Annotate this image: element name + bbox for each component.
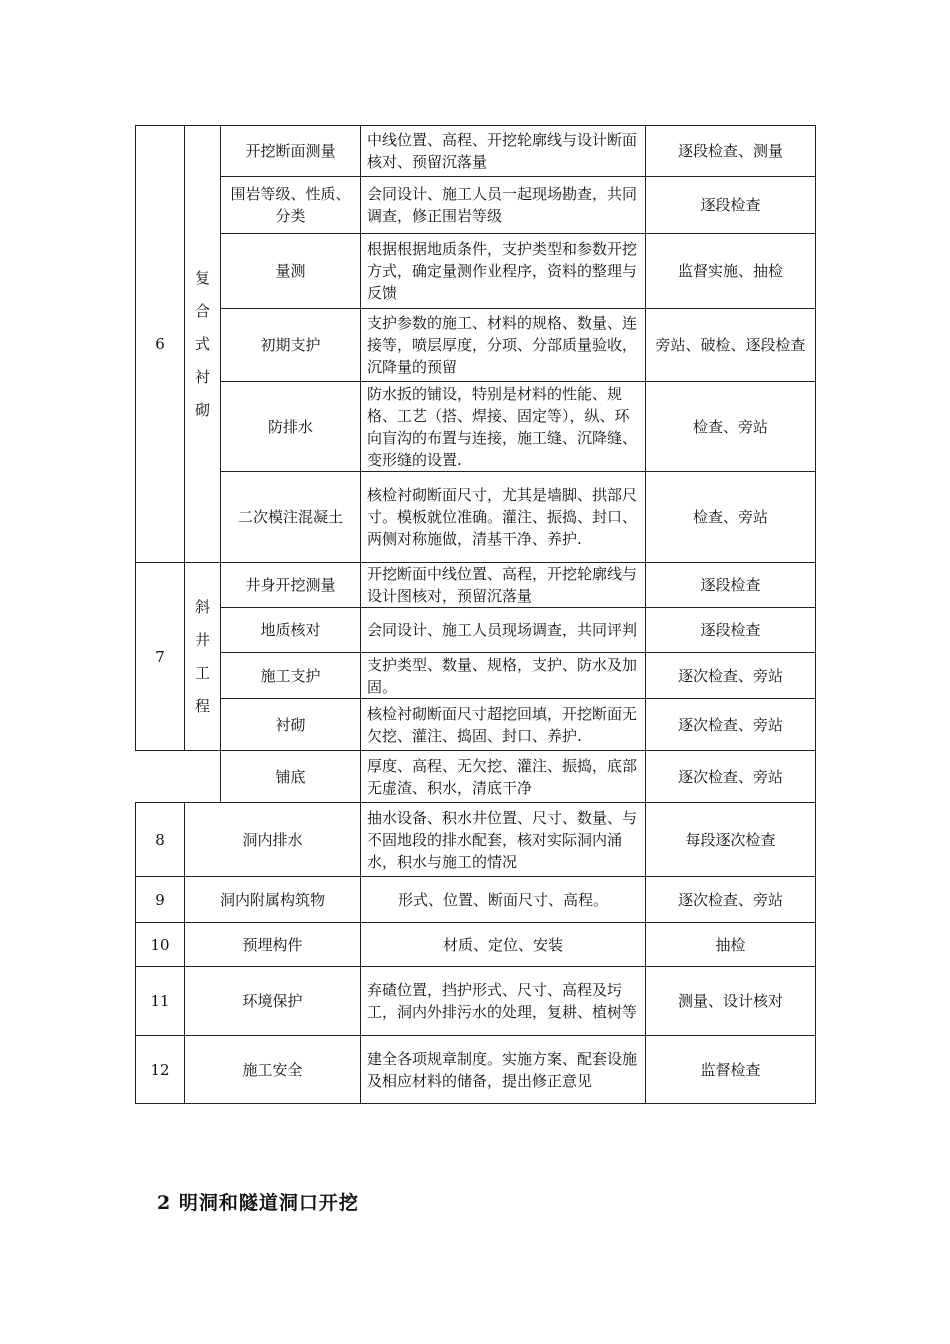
- table-row: [136, 234, 816, 309]
- item-method: 逐段检查: [646, 563, 816, 608]
- item-content: 支护参数的施工、材料的规格、数量、连接等，喷层厚度，分项、分部质量验收，沉降量的预留: [361, 309, 646, 382]
- item-content: 会同设计、施工人员现场调查，共同评判: [361, 608, 646, 653]
- table-row: [136, 472, 816, 563]
- table-row: [136, 1036, 816, 1104]
- table-row: [136, 967, 816, 1036]
- table-row: [136, 803, 816, 877]
- item-content: 弃碴位置，挡护形式、尺寸、高程及圬工，洞内外排污水的处理，复耕、植树等: [361, 967, 646, 1036]
- row-number: 7: [136, 563, 185, 751]
- table-row: [136, 382, 816, 472]
- inspection-table: [135, 125, 816, 1104]
- table-row: [136, 699, 816, 751]
- item-method: 检查、旁站: [646, 472, 816, 563]
- table-row: [136, 653, 816, 699]
- table-row: [136, 923, 816, 967]
- item-name: 量测: [221, 234, 361, 309]
- item-name: 环境保护: [185, 967, 361, 1036]
- item-content: 厚度、高程、无欠挖、灌注、振捣，底部无虚渣、积水，清底干净: [361, 751, 646, 803]
- item-name: 初期支护: [221, 309, 361, 382]
- item-name: 施工支护: [221, 653, 361, 699]
- row-number: 11: [136, 967, 185, 1036]
- item-content: 防水扳的铺设，特别是材料的性能、规格、工艺（搭、焊接、固定等），纵、环向盲沟的布置与连接，施工缝、沉降缝、变形缝的设置.: [361, 382, 646, 472]
- item-name: 地质核对: [221, 608, 361, 653]
- item-content: 会同设计、施工人员一起现场勘查，共同调查，修正围岩等级: [361, 177, 646, 234]
- item-method: 逐次检查、旁站: [646, 653, 816, 699]
- item-content: 中线位置、高程、开挖轮廓线与设计断面核对、预留沉落量: [361, 126, 646, 177]
- category-label: 复合式衬砌: [194, 268, 210, 419]
- item-method: 逐段检查: [646, 608, 816, 653]
- item-name: 施工安全: [185, 1036, 361, 1104]
- category-label: 斜井工程: [194, 597, 210, 715]
- section-heading: 2 明洞和隧道洞口开挖: [157, 1192, 359, 1214]
- item-content: 核检衬砌断面尺寸，尤其是墙脚、拱部尺寸。模板就位准确。灌注、振捣、封口、两侧对称施做，清基干净、养护.: [361, 472, 646, 563]
- item-content: 根据根据地质条件，支护类型和参数开挖方式，确定量测作业程序，资料的整理与反馈: [361, 234, 646, 309]
- item-method: 检查、旁站: [646, 382, 816, 472]
- item-method: 逐次检查、旁站: [646, 699, 816, 751]
- item-name: 预埋构件: [185, 923, 361, 967]
- item-content: 支护类型、数量、规格，支护、防水及加固。: [361, 653, 646, 699]
- item-content: 形式、位置、断面尺寸、高程。: [361, 877, 646, 923]
- item-method: 每段逐次检查: [646, 803, 816, 877]
- item-content: 开挖断面中线位置、高程，开挖轮廓线与设计图核对，预留沉落量: [361, 563, 646, 608]
- item-content: 建全各项规章制度。实施方案、配套设施及相应材料的储备，提出修正意见: [361, 1036, 646, 1104]
- row-number: 9: [136, 877, 185, 923]
- item-name: 围岩等级、性质、分类: [221, 177, 361, 234]
- item-content: 核检衬砌断面尺寸超挖回填，开挖断面无欠挖、灌注、捣固、封口、养护.: [361, 699, 646, 751]
- item-name: 防排水: [221, 382, 361, 472]
- row-number: 10: [136, 923, 185, 967]
- item-method: 逐段检查: [646, 177, 816, 234]
- table-row: [136, 309, 816, 382]
- table-row: [136, 877, 816, 923]
- item-method: 抽检: [646, 923, 816, 967]
- item-content: 抽水设备、积水井位置、尺寸、数量、与不固地段的排水配套，核对实际洞内涌水，积水与施工的情况: [361, 803, 646, 877]
- item-method: 逐段检查、测量: [646, 126, 816, 177]
- item-method: 测量、设计核对: [646, 967, 816, 1036]
- empty-cell: [136, 751, 221, 803]
- table-row: [136, 177, 816, 234]
- table-row: [136, 563, 816, 608]
- item-name: 衬砌: [221, 699, 361, 751]
- category-cell: [185, 126, 221, 563]
- item-name: 二次模注混凝土: [221, 472, 361, 563]
- category-cell: [185, 563, 221, 751]
- row-number: 8: [136, 803, 185, 877]
- item-method: 监督检查: [646, 1036, 816, 1104]
- item-content: 材质、定位、安装: [361, 923, 646, 967]
- item-name: 洞内排水: [185, 803, 361, 877]
- item-name: 开挖断面测量: [221, 126, 361, 177]
- item-method: 监督实施、抽检: [646, 234, 816, 309]
- row-number: 6: [136, 126, 185, 563]
- item-method: 逐次检查、旁站: [646, 751, 816, 803]
- item-name: 洞内附属构筑物: [185, 877, 361, 923]
- table-row: [136, 751, 816, 803]
- item-method: 逐次检查、旁站: [646, 877, 816, 923]
- table-row: [136, 126, 816, 177]
- row-number: 12: [136, 1036, 185, 1104]
- table-row: [136, 608, 816, 653]
- item-name: 井身开挖测量: [221, 563, 361, 608]
- item-method: 旁站、破检、逐段检查: [646, 309, 816, 382]
- item-name: 铺底: [221, 751, 361, 803]
